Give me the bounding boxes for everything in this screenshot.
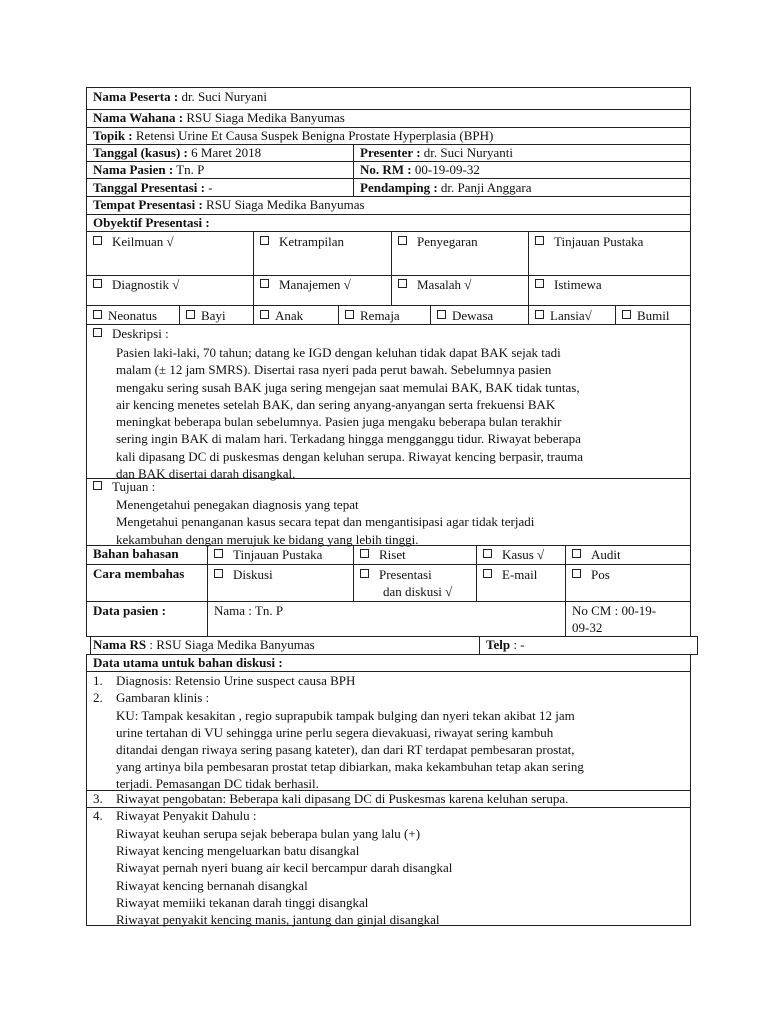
topik-value: Retensi Urine Et Causa Suspek Benigna Prostate Hyperplasia (BPH) (132, 128, 494, 143)
tanggal-kasus-field (93, 145, 261, 161)
item4-line: Riwayat pernah nyeri buang air kecil bercampur darah disangkal (116, 860, 453, 876)
deskripsi-line: air kencing menetes setelah BAK, dan sering anyang-anyangan serta frekuensi BAK (116, 396, 556, 412)
peserta-value: dr. Suci Nuryani (178, 89, 268, 104)
checkbox-icon[interactable] (360, 569, 369, 578)
deskripsi-line: mengaku sering susah BAK juga sering mengejan saat memulai BAK, BAK tidak tuntas, (116, 379, 580, 395)
item2-line: ditandai dengan riwaya sering pasang kateter), dan dari RT terdapat pembesaran prostat, (116, 742, 575, 757)
nama-pasien-value: Tn. P (173, 162, 205, 177)
pendamping-value: dr. Panji Anggara (437, 180, 532, 195)
item2-text: Gambaran klinis : (116, 690, 210, 705)
tempat-field (93, 197, 365, 213)
no-cm-line2: 09-32 (572, 620, 603, 635)
checkbox-icon[interactable] (214, 569, 223, 578)
data-pasien-label: Data pasien : (93, 603, 166, 618)
checkbox-icon[interactable] (260, 310, 269, 319)
option-label: Anak (275, 308, 304, 323)
checkbox-icon[interactable] (93, 236, 102, 245)
deskripsi-heading (93, 326, 169, 342)
tanggal-presentasi-label: Tanggal Presentasi : (93, 180, 205, 195)
checkbox-icon[interactable] (398, 236, 407, 245)
option-label: Keilmuan √ (112, 234, 174, 249)
item2-line: terjadi. Pemasangan DC tidak berhasil. (116, 776, 319, 791)
option-label: Bayi (201, 308, 226, 323)
option-cara-diskusi[interactable] (214, 567, 273, 583)
option-label: E-mail (502, 567, 538, 582)
option-label: Manajemen √ (279, 277, 351, 292)
option-remaja[interactable] (345, 308, 400, 324)
option-tinjauan-pustaka[interactable] (535, 234, 643, 250)
option-label: Remaja (360, 308, 400, 323)
data-pasien-nama: Nama : Tn. P (214, 603, 284, 618)
option-label: Lansia√ (550, 308, 592, 323)
item2-line: yang artinya bila pembesaran prostat tetap dibiarkan, maka kekambuhan tetap akan sering (116, 759, 584, 774)
deskripsi-line: Pasien laki-laki, 70 tahun; datang ke IGD dengan keluhan tidak dapat BAK sejak tadi (116, 345, 561, 360)
tujuan-line: Mengetahui penanganan kasus secara tepat dan mengantisipasi agar tidak terjadi (116, 514, 535, 530)
option-cara-email[interactable] (483, 567, 537, 583)
option-label: Diagnostik √ (112, 277, 180, 292)
deskripsi-line: malam (± 12 jam SMRS). Disertai rasa nyeri pada perut bawah. Sebelumnya pasien (116, 362, 552, 378)
item2-num: 2. (93, 690, 103, 705)
option-label: Diskusi (233, 567, 273, 582)
option-bumil[interactable] (622, 308, 670, 324)
option-label: Tinjauan Pustaka (233, 547, 323, 562)
checkbox-icon[interactable] (535, 279, 544, 288)
option-label: Penyegaran (417, 234, 478, 249)
data-utama-title: Data utama untuk bahan diskusi : (93, 655, 283, 670)
checkbox-icon[interactable] (437, 310, 446, 319)
option-penyegaran[interactable] (398, 234, 478, 250)
item4-num: 4. (93, 808, 103, 823)
deskripsi-label: Deskripsi : (112, 326, 169, 341)
option-label: Riset (379, 547, 406, 562)
checkbox-icon[interactable] (93, 279, 102, 288)
deskripsi-line: sering ingin BAK di malam hari. Terkadang hingga mengganggu tidur. Riwayat beberapa (116, 431, 581, 447)
option-label: Pos (591, 567, 610, 582)
tanggal-kasus-value: 6 Maret 2018 (187, 145, 262, 160)
checkbox-icon[interactable] (483, 569, 492, 578)
tujuan-label: Tujuan : (112, 479, 156, 494)
presenter-value: dr. Suci Nuryanti (420, 145, 513, 160)
cara-label: Cara membahas (93, 566, 185, 581)
peserta-label: Nama Peserta : (93, 89, 179, 104)
option-diagnostik[interactable] (93, 277, 179, 293)
checkbox-icon[interactable] (93, 310, 102, 319)
option-label: Audit (591, 547, 621, 562)
tempat-value: RSU Siaga Medika Banyumas (202, 197, 365, 212)
checkbox-icon[interactable] (260, 279, 269, 288)
pendamping-field (360, 180, 532, 196)
deskripsi-line: meningkat beberapa bulan sebelumnya. Pasien juga mengaku beberapa bulan terakhir (116, 414, 562, 430)
checkbox-icon[interactable] (535, 236, 544, 245)
tujuan-line: kekambuhan dengan merujuk ke bidang yang lebih tinggi. (116, 531, 419, 547)
checkbox-icon[interactable] (93, 328, 102, 337)
item4-line: Riwayat penyakit kencing manis, jantung dan ginjal disangkal (116, 912, 440, 928)
deskripsi-line: kali dipasang DC di puskesmas dengan keluhan serupa. Riwayat kencing berpasir, trauma (116, 448, 583, 464)
option-label: Tinjauan Pustaka (554, 234, 644, 249)
tujuan-line: Menengetahui penegakan diagnosis yang tepat (116, 497, 359, 512)
obyektif-title: Obyektif Presentasi : (93, 215, 210, 230)
option-bahan-audit[interactable] (572, 547, 621, 563)
topik-label: Topik : (93, 128, 133, 143)
checkbox-icon[interactable] (260, 236, 269, 245)
rs-field (93, 637, 315, 653)
checkbox-icon[interactable] (360, 549, 369, 558)
option-label: Istimewa (554, 277, 602, 292)
wahana-field (93, 110, 345, 126)
checkbox-icon[interactable] (572, 549, 581, 558)
tanggal-presentasi-value: - (204, 180, 213, 195)
option-istimewa[interactable] (535, 277, 602, 293)
checkbox-icon[interactable] (535, 310, 544, 319)
item2-detail (116, 707, 584, 792)
wahana-value: RSU Siaga Medika Banyumas (183, 110, 345, 125)
option-keilmuan[interactable] (93, 234, 174, 250)
rs-label: Nama RS (93, 637, 147, 652)
nama-pasien-field (93, 162, 204, 178)
item1-text: Diagnosis: Retensio Urine suspect causa BPH (116, 673, 356, 688)
no-rm-field (360, 162, 480, 178)
wahana-label: Nama Wahana : (93, 110, 184, 125)
no-rm-label: No. RM : (360, 162, 412, 177)
option-bayi[interactable] (186, 308, 226, 324)
pendamping-label: Pendamping : (360, 180, 438, 195)
tujuan-heading (93, 479, 155, 495)
option-lansia[interactable] (535, 308, 592, 324)
presentasi-line2: dan diskusi √ (383, 584, 453, 599)
option-cara-pos[interactable] (572, 567, 610, 583)
tanggal-presentasi-field (93, 180, 213, 196)
tujuan-text (116, 496, 534, 548)
deskripsi-line: dan BAK disertai darah disangkal. (116, 466, 296, 482)
tanggal-kasus-label: Tanggal (kasus) : (93, 145, 188, 160)
option-label: Ketrampilan (279, 234, 344, 249)
option-bahan-riset[interactable] (360, 547, 406, 563)
bahan-label: Bahan bahasan (93, 546, 179, 561)
option-bahan-tinjauan[interactable] (214, 547, 322, 563)
checkbox-icon[interactable] (398, 279, 407, 288)
checkbox-icon[interactable] (214, 549, 223, 558)
option-dewasa[interactable] (437, 308, 493, 324)
item3-num: 3. (93, 791, 103, 806)
telp-field (486, 637, 525, 653)
no-cm-line1: No CM : 00-19- (572, 603, 657, 618)
option-ketrampilan[interactable] (260, 234, 344, 250)
deskripsi-text (116, 344, 583, 482)
item4-detail (116, 825, 452, 928)
tempat-label: Tempat Presentasi : (93, 197, 203, 212)
option-manajemen[interactable] (260, 277, 351, 293)
option-neonatus[interactable] (93, 308, 157, 324)
telp-value: : - (510, 637, 525, 652)
option-label: Presentasi (379, 567, 432, 582)
item4-line: Riwayat memiiki tekanan darah tinggi disangkal (116, 894, 369, 910)
nama-pasien-label: Nama Pasien : (93, 162, 174, 177)
item4-line: Riwayat keuhan serupa sejak beberapa bulan yang lalu (+) (116, 826, 421, 841)
option-label: Dewasa (452, 308, 494, 323)
option-masalah[interactable] (398, 277, 471, 293)
peserta-field (93, 89, 267, 105)
option-label: Kasus √ (502, 547, 545, 562)
checkbox-icon[interactable] (622, 310, 631, 319)
option-cara-presentasi[interactable] (360, 567, 432, 583)
item4-line: Riwayat kencing bernanah disangkal (116, 877, 308, 893)
checkbox-icon[interactable] (186, 310, 195, 319)
presenter-label: Presenter : (360, 145, 421, 160)
rs-value: : RSU Siaga Medika Banyumas (146, 637, 315, 652)
item3-text: Riwayat pengobatan: Beberapa kali dipasang DC di Puskesmas karena keluhan serupa. (116, 791, 569, 806)
presenter-field (360, 145, 513, 161)
item1-num: 1. (93, 673, 103, 688)
option-label: Neonatus (108, 308, 158, 323)
no-rm-value: 00-19-09-32 (411, 162, 480, 177)
option-anak[interactable] (260, 308, 303, 324)
checkbox-icon[interactable] (345, 310, 354, 319)
telp-label: Telp (486, 637, 511, 652)
checkbox-icon[interactable] (572, 569, 581, 578)
topik-field (93, 128, 493, 144)
item4-line: Riwayat kencing mengeluarkan batu disangkal (116, 843, 360, 859)
option-bahan-kasus[interactable] (483, 547, 544, 563)
item2-line: KU: Tampak kesakitan , regio suprapubik tampak bulging dan nyeri tekan akibat 12 jam (116, 708, 575, 723)
item2-line: urine tertahan di VU sehingga urine perlu segera dievakuasi, riwayat sering kambuh (116, 725, 554, 740)
option-label: Bumil (637, 308, 670, 323)
checkbox-icon[interactable] (483, 549, 492, 558)
item4-text: Riwayat Penyakit Dahulu : (116, 808, 257, 823)
option-label: Masalah √ (417, 277, 472, 292)
checkbox-icon[interactable] (93, 481, 102, 490)
